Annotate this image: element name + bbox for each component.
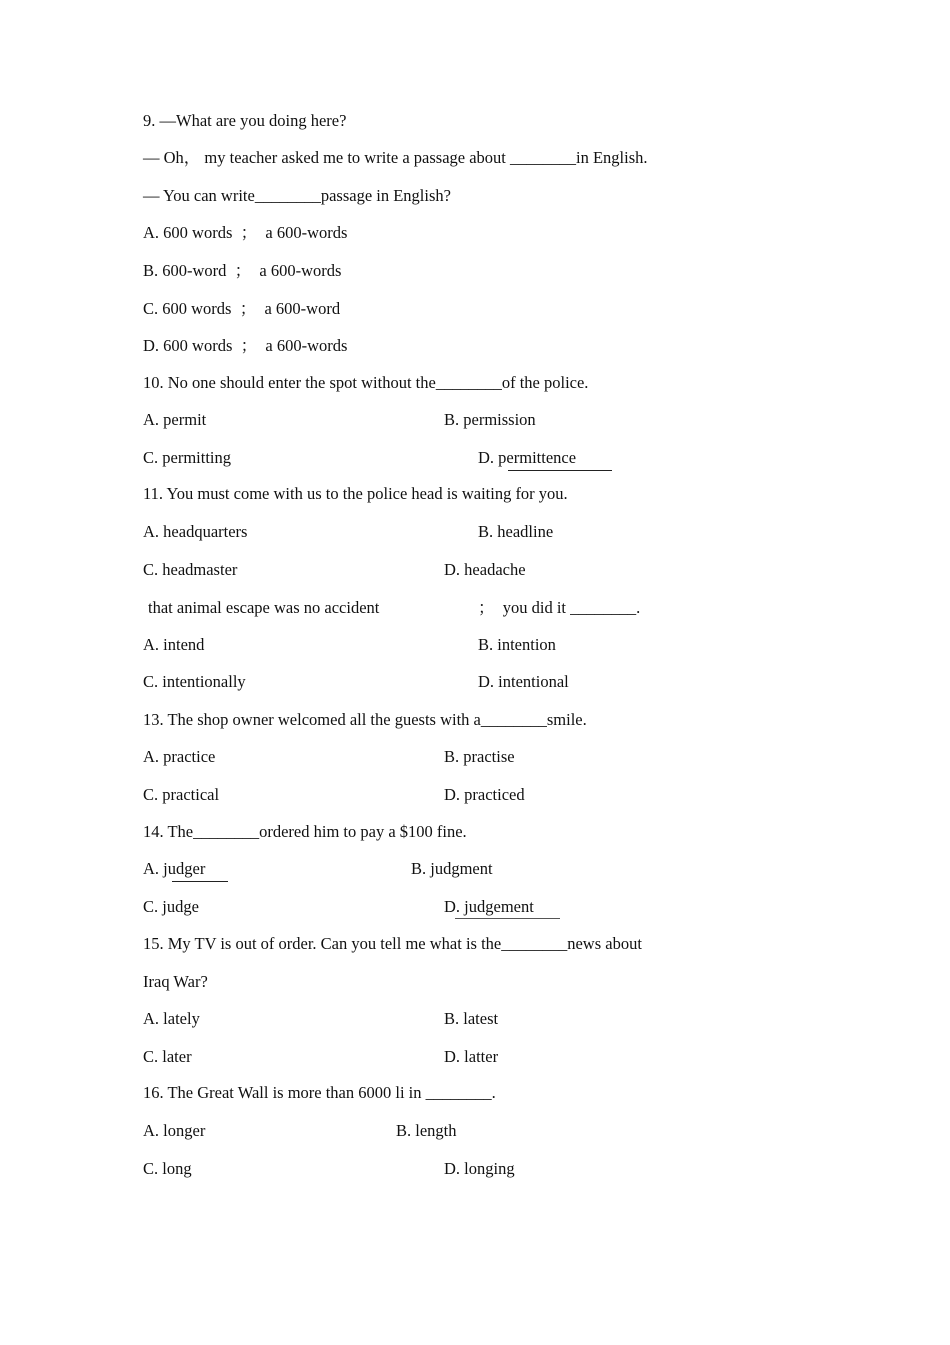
q9-line-3: — You can write________passage in English? [143, 186, 451, 205]
q14-option-b: B. judgment [411, 859, 493, 878]
q15-stem-cont: Iraq War? [143, 972, 208, 991]
q10-option-b: B. permission [444, 410, 536, 429]
q12-stem-left: that animal escape was no accident [148, 598, 380, 617]
q9-option-b: B. 600-word ； a 600-words [143, 261, 342, 280]
q12-stem-right: ； you did it ________. [478, 598, 641, 617]
q13-option-a: A. practice [143, 747, 216, 766]
q10-stem: 10. No one should enter the spot without the________of the police. [143, 373, 589, 392]
q11-option-c: C. headmaster [143, 560, 238, 579]
q10-underline-mark [508, 470, 612, 471]
q14-option-a: A. judger [143, 859, 206, 878]
q16-option-b: B. length [396, 1121, 457, 1140]
q15-option-a: A. lately [143, 1009, 200, 1028]
q15-option-b: B. latest [444, 1009, 499, 1028]
q10-option-c: C. permitting [143, 448, 231, 467]
q10-option-a: A. permit [143, 410, 207, 429]
q16-option-a: A. longer [143, 1121, 206, 1140]
q14-underline-mark-2 [455, 918, 560, 919]
q16-stem: 16. The Great Wall is more than 6000 li in ________. [143, 1083, 496, 1102]
q11-option-a: A. headquarters [143, 522, 248, 541]
q9-stem: 9. —What are you doing here? [143, 111, 347, 130]
q14-option-c: C. judge [143, 897, 199, 916]
q14-option-d: D. judgement [444, 897, 534, 916]
q9-option-d: D. 600 words ； a 600-words [143, 336, 348, 355]
q9-option-c: C. 600 words ； a 600-word [143, 299, 341, 318]
q15-option-c: C. later [143, 1047, 192, 1066]
q16-option-c: C. long [143, 1159, 192, 1178]
q11-option-b: B. headline [478, 522, 554, 541]
q10-option-d: D. permittence [478, 448, 577, 467]
q11-option-d: D. headache [444, 560, 526, 579]
q13-option-c: C. practical [143, 785, 220, 804]
q12-option-c: C. intentionally [143, 672, 246, 691]
q14-underline-mark [172, 881, 228, 882]
q13-option-b: B. practise [444, 747, 515, 766]
q12-option-b: B. intention [478, 635, 556, 654]
q14-stem: 14. The________ordered him to pay a $100 fine. [143, 822, 467, 841]
q15-stem: 15. My TV is out of order. Can you tell me what is the________news about [143, 934, 642, 953]
q12-option-d: D. intentional [478, 672, 569, 691]
q13-option-d: D. practiced [444, 785, 525, 804]
q13-stem: 13. The shop owner welcomed all the guests with a________smile. [143, 710, 587, 729]
q9-option-a: A. 600 words ； a 600-words [143, 223, 348, 242]
q9-line-2: — Oh， my teacher asked me to write a passage about ________in English. [143, 148, 648, 167]
q11-stem: 11. You must come with us to the police head is waiting for you. [143, 484, 568, 503]
q15-option-d: D. latter [444, 1047, 499, 1066]
q16-option-d: D. longing [444, 1159, 515, 1178]
q12-option-a: A. intend [143, 635, 205, 654]
